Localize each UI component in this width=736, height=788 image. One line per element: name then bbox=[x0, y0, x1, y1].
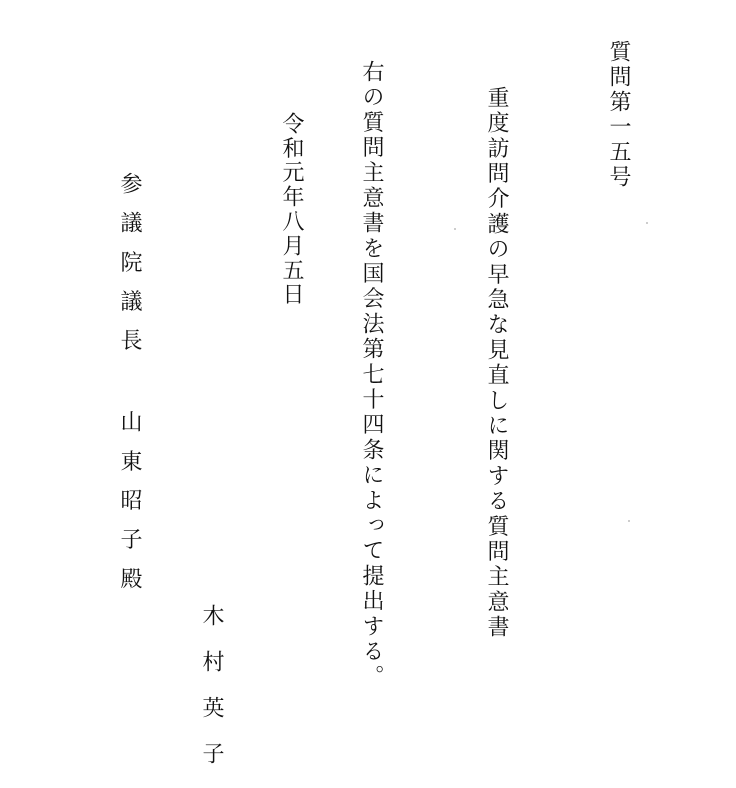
document-number: 質問第一五号 bbox=[606, 40, 631, 190]
paper-speck bbox=[454, 228, 456, 230]
sender-name: 木村英子 bbox=[199, 604, 224, 788]
document-date: 令和元年八月五日 bbox=[279, 112, 304, 308]
document-title: 重度訪問介護の早急な見直しに関する質問主意書 bbox=[484, 86, 509, 641]
addressee-line: 参議院議長 山東昭子殿 bbox=[117, 172, 142, 607]
paper-speck bbox=[628, 520, 630, 522]
body-text: 右の質問主意書を国会法第七十四条によって提出する。 bbox=[359, 60, 384, 690]
paper-speck bbox=[646, 222, 648, 224]
